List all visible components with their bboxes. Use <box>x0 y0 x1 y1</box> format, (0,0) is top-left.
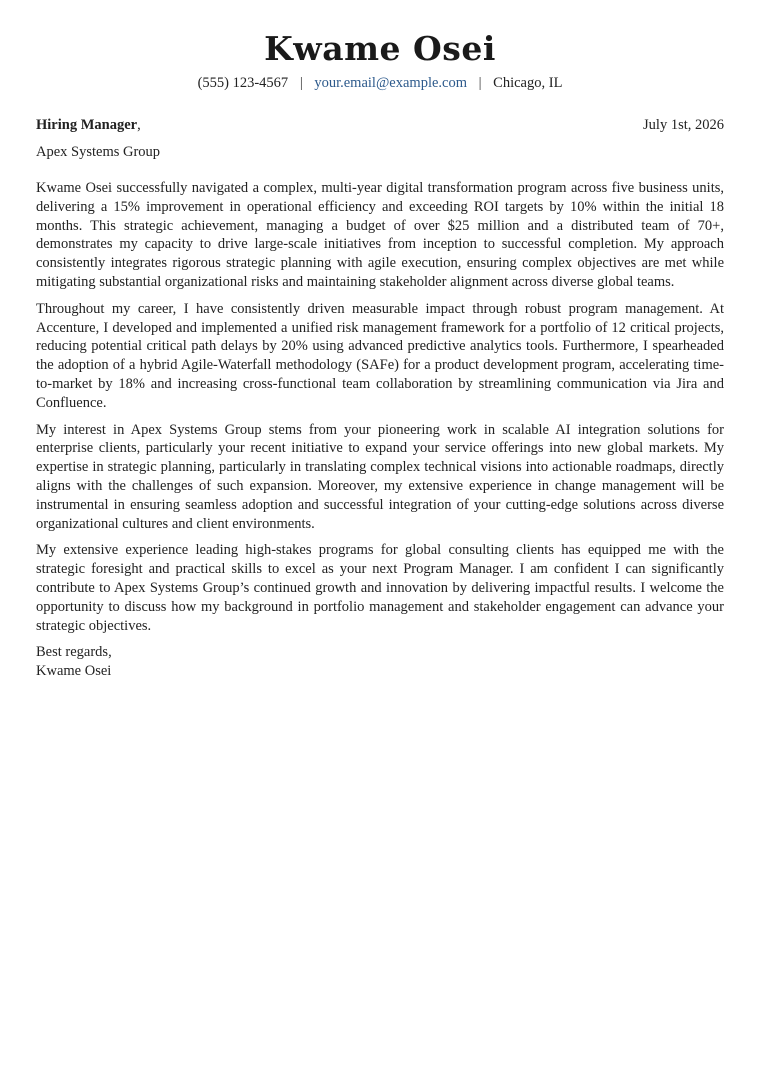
letter-date: July 1st, 2026 <box>643 117 724 133</box>
email-link[interactable]: your.email@example.com <box>314 75 468 91</box>
signature-name: Kwame Osei <box>36 663 112 680</box>
recipient-date-row <box>36 115 724 135</box>
applicant-name: Kwame Osei <box>264 29 496 68</box>
body-paragraph: Kwame Osei successfully navigated a complex, multi-year digital transformation program across five business units, delivering a 15% improvement in operational efficiency and exceeding ROI targets by 10% within the initial 18 months. This strategic achievement, managing a budget of over $25 million and a distributed team of 70+, demonstrates my capacity to drive large-scale initiatives from inception to successful completion. My approach consistently integrates rigorous strategic planning with agile execution, ensuring complex objectives are met while mitigating substantial organizational risks and maintaining stakeholder alignment across diverse global teams. <box>36 180 724 290</box>
contact-separator: | <box>478 75 482 91</box>
contact-line <box>36 74 724 92</box>
recipient-company: Apex Systems Group <box>36 144 161 160</box>
phone-number: (555) 123-4567 <box>197 75 289 91</box>
contact-separator: | <box>299 75 303 91</box>
location: Chicago, IL <box>493 75 563 91</box>
letter-body <box>36 179 724 635</box>
body-paragraph: My interest in Apex Systems Group stems from your pioneering work in scalable AI integration solutions for enterprise clients, particularly your recent initiative to expand your service offerings into new global markets. My expertise in strategic planning, particularly in translating complex technical visions into actionable roadmaps, directly aligns with the challenges of such expansion. Moreover, my extensive experience in change management will be instrumental in ensuring seamless adoption and successful integration of your cutting-edge solutions across diverse organizational cultures and client environments. <box>36 421 724 532</box>
closing-phrase: Best regards, <box>36 644 112 661</box>
recipient-suffix: , <box>137 117 141 133</box>
letter-closing <box>36 643 724 681</box>
body-paragraph: My extensive experience leading high-stakes programs for global consulting clients has equipped me with the strategic foresight and practical skills to excel as your next Program Manager. I am confident I can significantly contribute to Apex Systems Group’s continued growth and innovation by delivering impactful results. I welcome the opportunity to discuss how my background in portfolio management and stakeholder engagement can advance your strategic objectives. <box>36 542 724 634</box>
recipient <box>36 115 141 135</box>
body-paragraph: Throughout my career, I have consistently driven measurable impact through robust program management. At Accenture, I developed and implemented a unified risk management framework for a portfolio of 12 critical projects, reducing potential critical path delays by 20% using advanced predictive analytics tools. Furthermore, I spearheaded the adoption of a hybrid Agile-Waterfall methodology (SAFe) for a product development program, accelerating time-to-market by 18% and increasing cross-functional team collaboration by streamlining communication via Jira and Confluence. <box>36 300 724 411</box>
recipient-name: Hiring Manager <box>36 117 138 133</box>
